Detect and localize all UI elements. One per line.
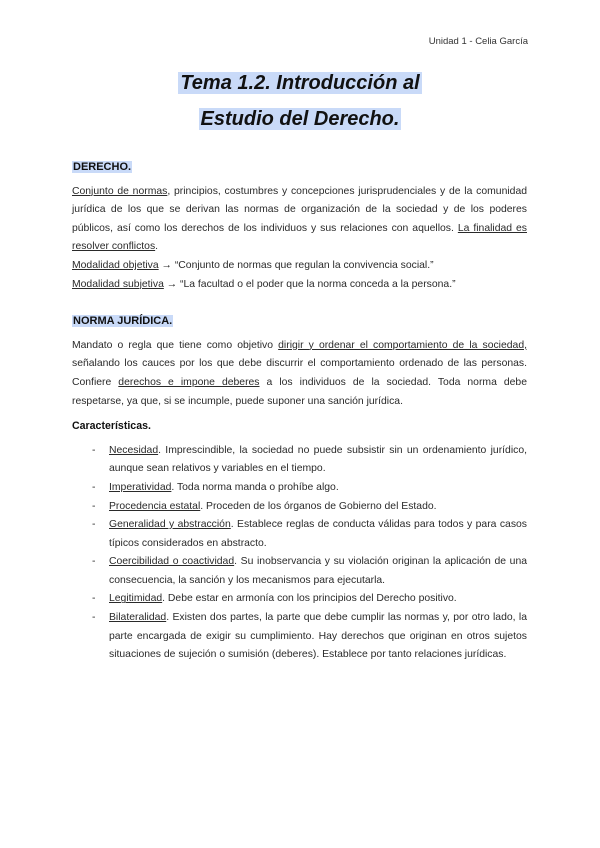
section-heading-norma-juridica: NORMA JURÍDICA. (73, 315, 173, 328)
list-item: - Coercibilidad o coactividad. Su inobservancia y su violación originan la aplicación de una consecuencia, la sanción y los mecanismos para ejecutarla. (92, 556, 528, 586)
caracteristicas-heading: Características. (72, 420, 151, 433)
document-title-line-1: Tema 1.2. Introducción al (180, 72, 420, 94)
derecho-purpose: La finalidad es resolver conflictos (72, 222, 527, 253)
norma-definition: Mandato o regla que tiene como objetivo dirigir y ordenar el comportamiento de la sociedad, señalando los cauces por los que debe discurrir el comportamiento ordenado de las personas. Confiere derechos e impone deberes a los individuos de la sociedad. Toda norma debe respetarse, ya que, si se incumple, puede suponer una sanción jurídica. (72, 339, 527, 407)
list-item: - Imperatividad. Toda norma manda o prohíbe algo. (92, 481, 339, 493)
modalidad-objetiva: Modalidad objetiva → “Conjunto de normas que regulan la convivencia social.” (72, 259, 434, 271)
derecho-def-underlined: Conjunto de normas (72, 185, 168, 197)
list-item: - Procedencia estatal. Proceden de los órganos de Gobierno del Estado. (92, 500, 437, 512)
list-item: - Necesidad. Imprescindible, la sociedad no puede subsistir sin un ordenamiento jurídico, aunque sean relativos y variables en el tiempo. (92, 444, 527, 475)
derecho-definition: Conjunto de normas, principios, costumbres y concepciones jurisprudenciales y de la comunidad jurídica de los que se derivan las normas de organización de la sociedad y de los poderes públicos, así como los derechos de los individuos y sus relaciones con aquellos. La finalidad es resolver conflictos. (72, 185, 527, 253)
document-body (72, 158, 527, 665)
modalidad-subjetiva: Modalidad subjetiva → “La facultad o el poder que la norma conceda a la persona.” (72, 278, 456, 290)
document-title-line-2: Estudio del Derecho. (200, 108, 400, 130)
caracteristicas-list (72, 442, 527, 665)
list-item: - Generalidad y abstracción. Establece reglas de conducta válidas para todos y para casos típicos considerados en abstracto. (92, 519, 527, 549)
page-header: Unidad 1 - Celia García (428, 36, 528, 47)
section-heading-derecho: DERECHO. (73, 161, 132, 173)
list-item: - Bilateralidad. Existen dos partes, la parte que debe cumplir las normas y, por otro lado, la parte encargada de exigir su cumplimiento. Hay derechos que originan en otros sujetos situaciones de sujeción o sumisión (deberes). Establece por tanto relaciones jurídicas. (92, 612, 527, 661)
list-item: - Legitimidad. Debe estar en armonía con los principios del Derecho positivo. (92, 593, 457, 605)
